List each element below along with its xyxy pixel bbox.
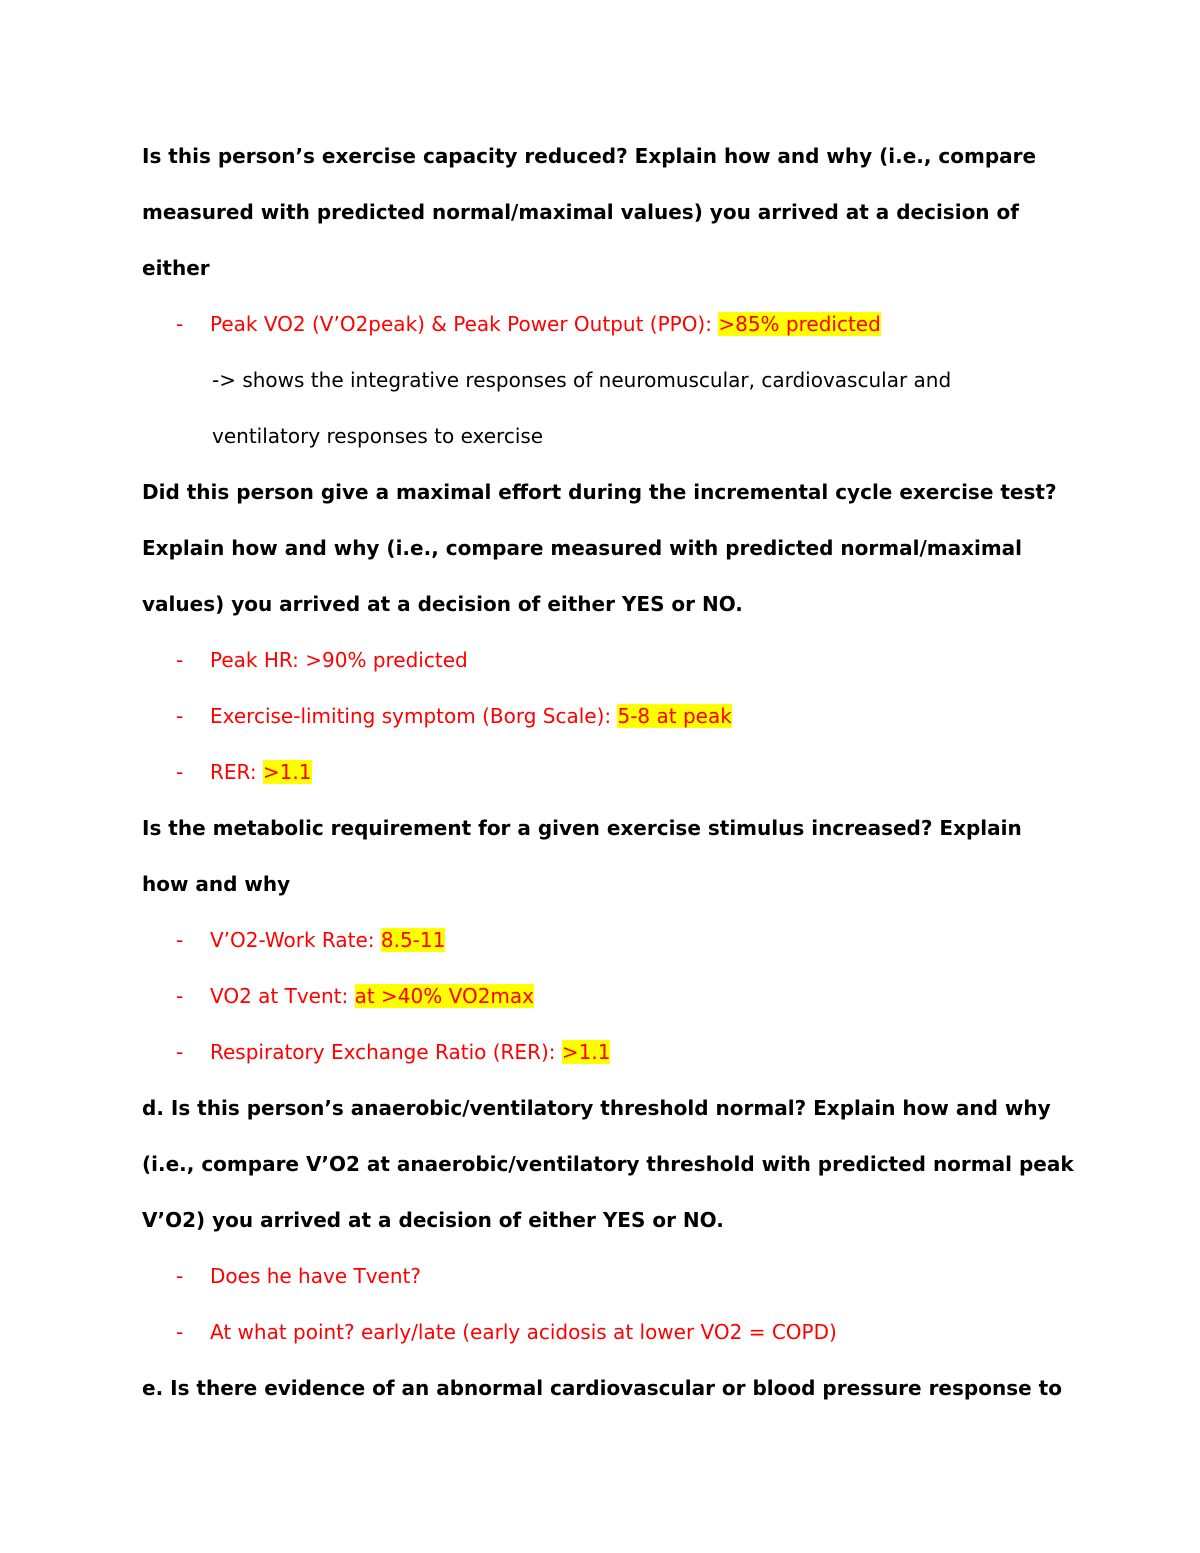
note-a-line-2: ventilatory responses to exercise xyxy=(212,424,544,448)
answer-d-bullet-1 xyxy=(176,1262,421,1290)
answer-highlight: >1.1 xyxy=(262,760,312,784)
bullet-dash: - xyxy=(176,1264,184,1288)
answer-b-bullet-3 xyxy=(176,758,312,786)
answer-label: Respiratory Exchange Ratio (RER): xyxy=(210,1040,562,1064)
answer-label: VO2 at Tvent: xyxy=(210,984,355,1008)
bullet-dash: - xyxy=(176,984,184,1008)
answer-label: Peak HR: >90% predicted xyxy=(210,648,468,672)
bullet-dash: - xyxy=(176,760,184,784)
question-c-line-1: Is the metabolic requirement for a given exercise stimulus increased? Explain xyxy=(142,816,1022,840)
question-e-line-1: e. Is there evidence of an abnormal cardiovascular or blood pressure response to xyxy=(142,1376,1062,1400)
answer-label: At what point? early/late (early acidosis at lower VO2 = COPD) xyxy=(210,1320,837,1344)
bullet-dash: - xyxy=(176,1320,184,1344)
bullet-dash: - xyxy=(176,312,184,336)
answer-a-bullet-1 xyxy=(176,310,881,338)
answer-d-bullet-2 xyxy=(176,1318,837,1346)
question-b-line-3: values) you arrived at a decision of either YES or NO. xyxy=(142,592,743,616)
question-a-line-3: either xyxy=(142,256,210,280)
question-c-line-2: how and why xyxy=(142,872,291,896)
answer-label: Does he have Tvent? xyxy=(210,1264,421,1288)
answer-label: Peak VO2 (V’O2peak) & Peak Power Output (PPO): xyxy=(210,312,719,336)
answer-highlight: at >40% VO2max xyxy=(354,984,534,1008)
answer-b-bullet-2 xyxy=(176,702,732,730)
answer-c-bullet-1 xyxy=(176,926,445,954)
bullet-dash: - xyxy=(176,928,184,952)
answer-label: V’O2-Work Rate: xyxy=(210,928,381,952)
bullet-dash: - xyxy=(176,1040,184,1064)
note-a-line-1: -> shows the integrative responses of neuromuscular, cardiovascular and xyxy=(212,368,952,392)
answer-b-bullet-1 xyxy=(176,646,468,674)
answer-highlight: >1.1 xyxy=(561,1040,611,1064)
answer-c-bullet-2 xyxy=(176,982,534,1010)
answer-label: RER: xyxy=(210,760,263,784)
answer-c-bullet-3 xyxy=(176,1038,610,1066)
answer-highlight: >85% predicted xyxy=(718,312,881,336)
answer-label: Exercise-limiting symptom (Borg Scale): xyxy=(210,704,618,728)
question-b-line-1: Did this person give a maximal effort during the incremental cycle exercise test? xyxy=(142,480,1057,504)
question-d-line-3: V’O2) you arrived at a decision of either YES or NO. xyxy=(142,1208,724,1232)
bullet-dash: - xyxy=(176,648,184,672)
question-d-line-2: (i.e., compare V’O2 at anaerobic/ventilatory threshold with predicted normal peak xyxy=(142,1152,1074,1176)
question-a-line-1: Is this person’s exercise capacity reduced? Explain how and why (i.e., compare xyxy=(142,144,1037,168)
bullet-dash: - xyxy=(176,704,184,728)
question-b-line-2: Explain how and why (i.e., compare measured with predicted normal/maximal xyxy=(142,536,1023,560)
answer-highlight: 8.5-11 xyxy=(380,928,446,952)
question-a-line-2: measured with predicted normal/maximal values) you arrived at a decision of xyxy=(142,200,1019,224)
answer-highlight: 5-8 at peak xyxy=(617,704,732,728)
question-d-line-1: d. Is this person’s anaerobic/ventilatory threshold normal? Explain how and why xyxy=(142,1096,1051,1120)
